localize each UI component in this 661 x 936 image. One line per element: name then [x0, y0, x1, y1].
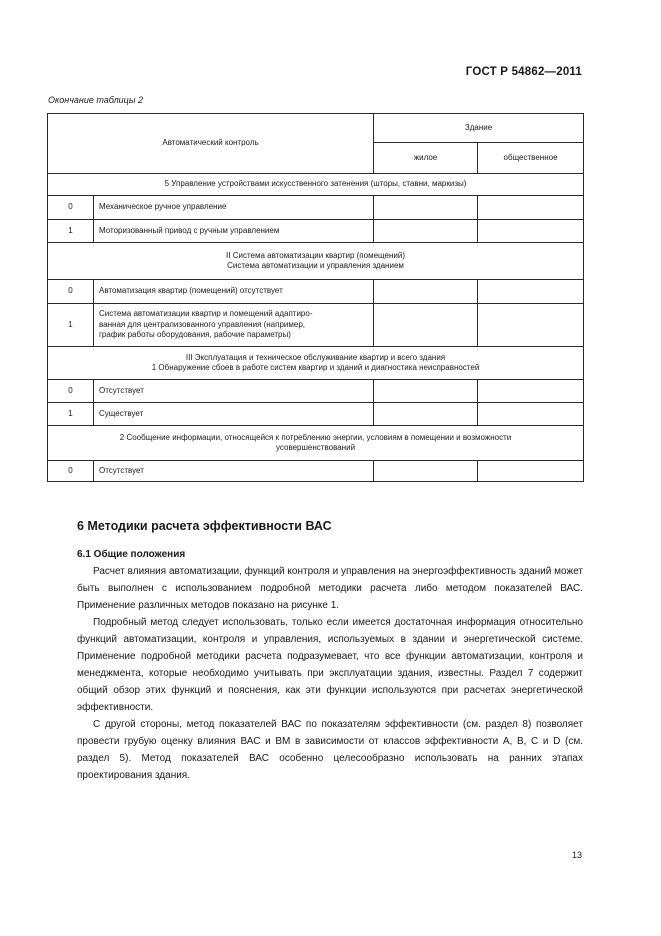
section-line: Система автоматизации и управления зданием	[227, 261, 404, 270]
section-line: III Эксплуатация и техническое обслуживание квартир и всего здания	[185, 352, 446, 362]
residential-cell	[374, 304, 478, 347]
public-cell	[478, 380, 584, 403]
paragraph: С другой стороны, метод показателей ВАС по показателям эффективности (см. раздел 8) позволяет провести грубую оценку влияния ВАС и ВМ в зависимости от классов эффективности А, В, С и D (см. раздел 5). Метод показателей ВАС особенно целесообразно использовать на ранних этапах проектирования здания.	[77, 719, 583, 781]
control-table	[47, 113, 584, 482]
level-description: Механическое ручное управление	[94, 196, 374, 220]
level-description: Отсутствует	[94, 380, 374, 403]
table-caption: Окончание таблицы 2	[48, 95, 143, 105]
description-line: ванная для централизованного управления (например,	[99, 319, 305, 329]
section-row-reporting	[48, 426, 584, 461]
body-text	[77, 563, 583, 784]
header-auto-control: Автоматический контроль	[48, 114, 374, 174]
description-line: Система автоматизации квартир и помещений адаптиро-	[99, 309, 313, 319]
level-number: 1	[48, 220, 94, 243]
header-residential: жилое	[374, 143, 478, 174]
paragraph: Расчет влияния автоматизации, функций контроля и управления на энергоэффективность зданий может быть выполнен с использованием подробной методики расчета либо методом показателей ВАС. Применение различных методов показано на рисунке 1.	[77, 566, 583, 611]
level-description: Отсутствует	[94, 461, 374, 482]
table-row	[48, 174, 584, 196]
public-cell	[478, 196, 584, 220]
header-public: общественное	[478, 143, 584, 174]
document-code: ГОСТ Р 54862—2011	[465, 66, 582, 78]
table-row	[48, 220, 584, 243]
residential-cell	[374, 461, 478, 482]
section-row-shading: 5 Управление устройствами искусственного затенения (шторы, ставни, маркизы)	[48, 174, 584, 196]
table-row	[48, 243, 584, 280]
table-row	[48, 426, 584, 461]
section-line: 1 Обнаружение сбоев в работе систем квартир и зданий и диагностика неисправностей	[151, 363, 480, 372]
level-number: 0	[48, 461, 94, 482]
section-row-automation	[48, 243, 584, 280]
table-row	[48, 380, 584, 403]
residential-cell	[374, 280, 478, 304]
section-line: II Система автоматизации квартир (помещений)	[226, 250, 405, 260]
subsection-title: 6.1 Общие положения	[77, 549, 186, 560]
public-cell	[478, 461, 584, 482]
description-line: график работы оборудования, рабочие параметры)	[99, 330, 291, 340]
table-row	[48, 461, 584, 482]
level-description: Существует	[94, 403, 374, 426]
public-cell	[478, 280, 584, 304]
table-row	[48, 304, 584, 347]
public-cell	[478, 403, 584, 426]
table-row	[48, 280, 584, 304]
page-number: 13	[571, 850, 582, 860]
level-number: 0	[48, 380, 94, 403]
level-number: 1	[48, 403, 94, 426]
level-number: 0	[48, 196, 94, 220]
section-row-maintenance	[48, 347, 584, 380]
section-line: усовершенствований	[276, 443, 356, 452]
residential-cell	[374, 196, 478, 220]
table-row	[48, 347, 584, 380]
level-number: 1	[48, 304, 94, 347]
table-row	[48, 403, 584, 426]
section-title: 6 Методики расчета эффективности ВАС	[77, 519, 332, 533]
residential-cell	[374, 403, 478, 426]
section-line: 2 Сообщение информации, относящейся к потреблению энергии, условиям в помещении и возможности	[119, 432, 512, 442]
level-description: Моторизованный привод с ручным управлением	[94, 220, 374, 243]
level-description: Автоматизация квартир (помещений) отсутствует	[94, 280, 374, 304]
residential-cell	[374, 380, 478, 403]
paragraph: Подробный метод следует использовать, только если имеется достаточная информация относительно функций автоматизации, контроля и управления, используемых в здании и энергетической системе. Применение подробной методики расчета подразумевает, что все функции автоматизации, контроля и менеджмента, которые необходимо учитывать при эксплуатации здания, известны. Раздел 7 содержит общий обзор этих функций и пояснения, как эти функции используются при расчетах энергетической эффективности.	[77, 617, 583, 713]
level-number: 0	[48, 280, 94, 304]
level-description	[94, 304, 374, 347]
public-cell	[478, 220, 584, 243]
table-row	[48, 196, 584, 220]
public-cell	[478, 304, 584, 347]
residential-cell	[374, 220, 478, 243]
header-building: Здание	[374, 114, 584, 143]
